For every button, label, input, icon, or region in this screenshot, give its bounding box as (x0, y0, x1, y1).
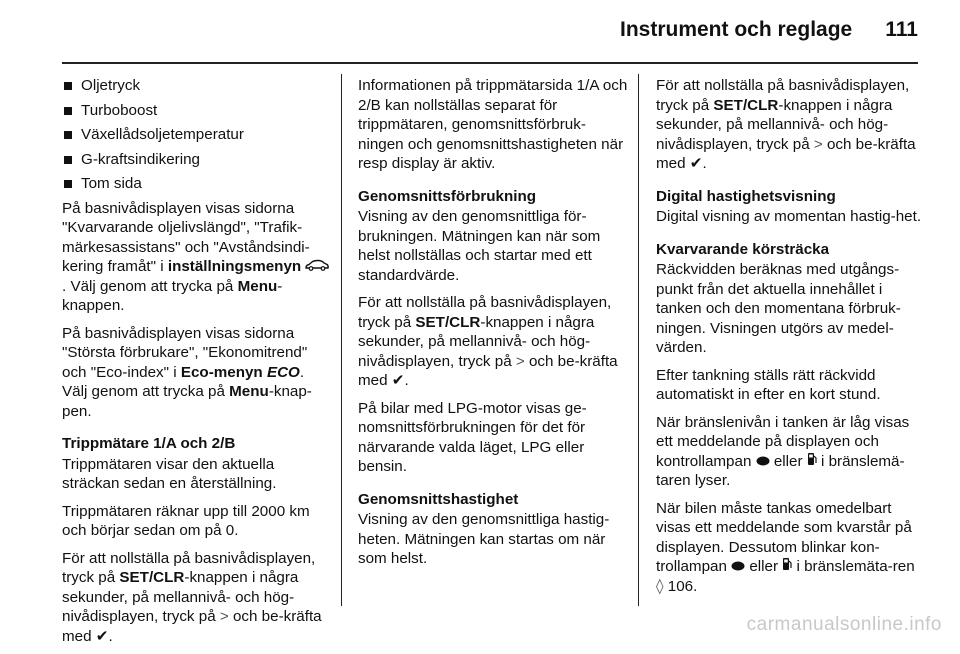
column-3 (656, 76, 924, 604)
text: Välj genom att trycka på (62, 383, 230, 401)
button-name: Menu (237, 277, 278, 295)
text: . (702, 155, 707, 172)
text: . (108, 627, 113, 645)
paragraph-range-2: Efter tankning ställs rätt räckvidd automatiskt in efter en kort stund. (656, 366, 881, 403)
text: . Välj genom att trycka på (62, 277, 238, 295)
bullet-icon (64, 82, 72, 90)
paragraph-tripmeter-2: Trippmätaren räknar upp till 2000 km och börjar sedan om på 0. (62, 502, 310, 540)
cross-reference-icon: ◊ (656, 576, 664, 595)
heading-remaining-range: Kvarvarande körsträcka (656, 240, 830, 258)
bullet-icon (64, 180, 72, 188)
button-name: SET/CLR (119, 569, 185, 587)
checkmark-icon: ✔ (95, 627, 109, 645)
text: och be-kräfta med (62, 608, 322, 645)
text: På basnivådisplayen visas sidorna "Största förbrukare", "Ekonomitrend" och "Eco-index" i (62, 324, 308, 381)
heading-tripmeter: Trippmätare 1/A och 2/B (62, 435, 236, 453)
text: . (404, 372, 409, 389)
text: i bränslemäta-ren (792, 558, 915, 576)
paragraph-settings-menu (62, 199, 330, 316)
list-item-text: Tom sida (81, 175, 142, 192)
button-name: Menu (229, 383, 269, 401)
chevron-right-icon: > (813, 135, 823, 153)
text: och be-kräfta med (358, 352, 618, 389)
text: . (299, 363, 305, 381)
eco-label: ECO (266, 363, 300, 381)
checkmark-icon: ✔ (689, 155, 703, 172)
chevron-right-icon: > (219, 608, 229, 626)
text: -knappen. (62, 277, 283, 315)
text: . (693, 577, 698, 595)
text: och be-kräfta med (656, 135, 916, 172)
text: För att nollställa på basnivådisplayen, tryck på (358, 294, 612, 331)
text: -knap-pen. (62, 383, 312, 420)
paragraph-tripmeter-1: Trippmätaren visar den aktuella sträckan sedan en återställning. (62, 455, 277, 493)
page-title: Instrument och reglage (620, 18, 853, 41)
indicator-lamp-icon (756, 452, 770, 472)
fuel-pump-icon (807, 452, 817, 472)
checkmark-icon: ✔ (391, 372, 405, 389)
column-divider-1 (341, 74, 342, 606)
heading-digital-speed: Digital hastighetsvisning (656, 187, 836, 205)
page-number: 111 (885, 18, 918, 41)
text: För att nollställa på basnivådisplayen, tryck på (656, 77, 910, 114)
chevron-right-icon: > (515, 352, 525, 370)
text: -knappen i några sekunder, på mellannivå- och hög-nivådisplayen, tryck på (62, 569, 299, 626)
list-item (62, 150, 330, 170)
list-item-text: G-kraftsindikering (81, 150, 201, 168)
bullet-icon (64, 156, 72, 164)
list-item-text: Växellådsoljetemperatur (81, 126, 244, 143)
paragraph-reset-instructions (358, 293, 628, 391)
list-item (62, 101, 330, 121)
text: -knappen i några sekunder, på mellannivå- och hög-nivådisplayen, tryck på (358, 313, 595, 370)
bullet-icon (64, 107, 72, 115)
paragraph-average-consumption: Visning av den genomsnittliga för-brukningen. Mätningen kan när som helst nollställas och startar med ett standardvärde. (358, 208, 601, 284)
list-item-text: Turboboost (81, 101, 158, 119)
heading-average-consumption: Genomsnittsförbrukning (358, 187, 537, 205)
list-item (62, 76, 330, 96)
text: i bränslemä-taren lyser. (656, 452, 905, 490)
paragraph-reset-instructions (656, 76, 924, 174)
indicator-lamp-icon (731, 557, 745, 577)
text: eller (769, 452, 807, 470)
bullet-icon (64, 131, 72, 139)
paragraph-range-4 (656, 499, 924, 597)
paragraph-eco-menu (62, 324, 330, 422)
column-2 (358, 76, 628, 577)
paragraph-range-3 (656, 413, 924, 491)
list-item-text: Oljetryck (81, 77, 141, 94)
page-reference-link[interactable]: 106 (667, 577, 694, 595)
fuel-pump-icon (782, 557, 792, 577)
column-1 (62, 76, 330, 654)
paragraph-intro: Informationen på trippmätarsida 1/A och 2/B kan nollställas separat för trippmätaren, genomsnittsförbruk-ningen och genomsnittshastigheten när resp display är aktiv. (358, 77, 628, 172)
text: För att nollställa på basnivådisplayen, tryck på (62, 549, 316, 587)
list-item (62, 125, 330, 145)
button-name: SET/CLR (713, 96, 779, 114)
text: -knappen i några sekunder, på mellannivå- och hög-nivådisplayen, tryck på (656, 96, 893, 153)
car-icon (305, 257, 329, 277)
paragraph-digital-speed: Digital visning av momentan hastig-het. (656, 208, 922, 225)
column-divider-2 (638, 74, 639, 606)
header-divider (62, 62, 918, 64)
list-item (62, 174, 330, 194)
menu-name: inställningsmenyn (167, 258, 302, 275)
heading-average-speed: Genomsnittshastighet (358, 490, 519, 508)
text: På basnivådisplayen visas sidorna "Kvarvarande oljelivslängd", "Trafik-märkesassistans" och "Avståndsindi-kering framåt" i (62, 199, 310, 275)
paragraph-range-1: Räckvidden beräknas med utgångs-punkt från det aktuella innehållet i tanken och den momentana förbruk-ningen. Visningen utgörs av medel-värden. (656, 261, 901, 356)
button-name: SET/CLR (415, 313, 481, 331)
text: När bränslenivån i tanken är låg visas ett meddelande på displayen och kontrollampan (656, 413, 910, 470)
paragraph-lpg: På bilar med LPG-motor visas ge-nomsnittsförbrukningen för det för närvarande valda läget, LPG eller bensin. (358, 399, 587, 475)
text: När bilen måste tankas omedelbart visas ett meddelande som kvarstår på displayen. Dessutom blinkar kon-trollampan (656, 499, 912, 576)
footer-watermark (0, 614, 960, 636)
menu-name: Eco-menyn (180, 363, 263, 381)
watermark-text: carmanualsonline.info (746, 614, 942, 635)
text: eller (745, 558, 783, 576)
paragraph-average-speed: Visning av den genomsnittliga hastig-heten. Mätningen kan startas om när som helst. (358, 511, 610, 567)
